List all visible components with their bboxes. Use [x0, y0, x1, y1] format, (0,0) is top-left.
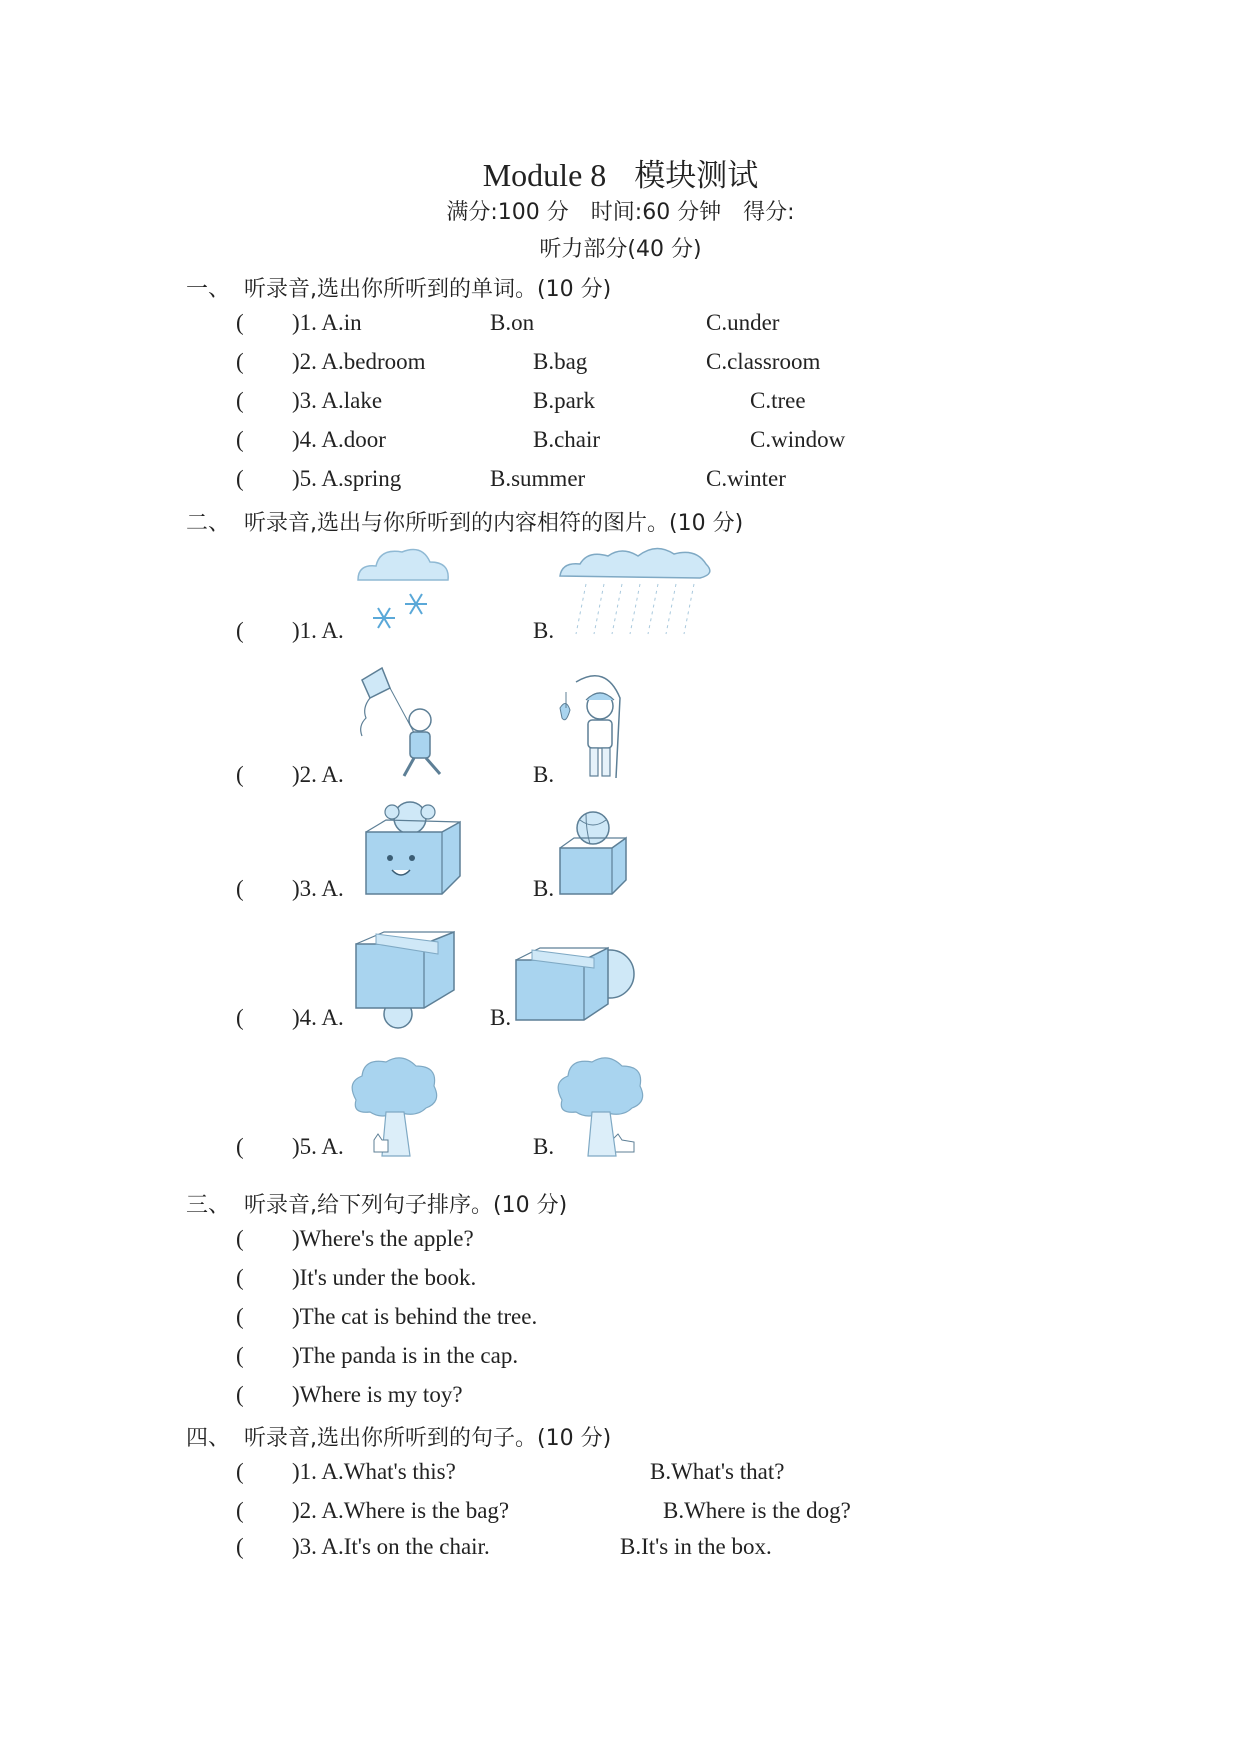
s2-q1-label-a: )1. A. — [292, 618, 344, 643]
s3-item5-paren[interactable]: ( — [236, 1382, 244, 1407]
s2-q2-label-b: B. — [533, 762, 555, 787]
section3-title: 听录音,给下列句子排序。(10 分) — [244, 1193, 568, 1218]
rainy-cloud-icon[interactable] — [556, 538, 716, 638]
s1-q1-option-c: C.under — [706, 310, 780, 335]
s4-q2-option-a: )2. A.Where is the bag? — [292, 1498, 510, 1523]
title-en: Module 8 — [482, 157, 607, 193]
s1-q3-option-a: )3. A.lake — [292, 388, 383, 413]
boy-flying-kite-icon[interactable] — [348, 668, 458, 788]
s1-q1-paren[interactable]: ( — [236, 310, 244, 335]
s3-item5-text: )Where is my toy? — [292, 1382, 463, 1407]
s4-q3-option-b: B.It's in the box. — [620, 1534, 772, 1559]
cat-behind-tree-icon[interactable] — [552, 1056, 652, 1161]
s4-q1-option-b: B.What's that? — [650, 1459, 785, 1484]
cat-in-front-of-tree-icon[interactable] — [346, 1056, 442, 1161]
section3-number: 三、 — [186, 1193, 231, 1218]
s2-q5-label-a: )5. A. — [292, 1134, 344, 1159]
s1-q5-option-a: )5. A.spring — [292, 466, 402, 491]
s1-q2-option-b: B.bag — [533, 349, 588, 374]
score-time-line: 满分:100 分 时间:60 分钟 得分: — [446, 200, 795, 225]
s3-item1-paren[interactable]: ( — [236, 1226, 244, 1251]
s1-q2-paren[interactable]: ( — [236, 349, 244, 374]
section1-heading — [186, 272, 611, 303]
section1-title: 听录音,选出你所听到的单词。(10 分) — [244, 277, 612, 302]
page-title — [0, 150, 1241, 195]
s1-q4-paren[interactable]: ( — [236, 427, 244, 452]
s3-item3-text: )The cat is behind the tree. — [292, 1304, 538, 1329]
s2-q3-label-b: B. — [533, 876, 555, 901]
s1-q4-option-a: )4. A.door — [292, 427, 386, 452]
ball-on-box-icon[interactable] — [556, 808, 631, 898]
section4-number: 四、 — [186, 1426, 231, 1451]
s2-q4-paren[interactable]: ( — [236, 1005, 244, 1030]
s4-q3-paren[interactable]: ( — [236, 1534, 244, 1559]
s1-q3-option-c: C.tree — [750, 388, 806, 413]
part-heading: 听力部分(40 分) — [539, 237, 702, 262]
s1-q1-option-a: )1. A.in — [292, 310, 362, 335]
s1-q5-option-c: C.winter — [706, 466, 786, 491]
s4-q3-option-a: )3. A.It's on the chair. — [292, 1534, 490, 1559]
s3-item2-text: )It's under the book. — [292, 1265, 477, 1290]
section2-heading — [186, 506, 743, 537]
s1-q2-option-a: )2. A.bedroom — [292, 349, 426, 374]
section2-title: 听录音,选出与你所听到的内容相符的图片。(10 分) — [244, 511, 744, 536]
s2-q4-label-b: B. — [490, 1005, 512, 1030]
s4-q1-option-a: )1. A.What's this? — [292, 1459, 456, 1484]
s2-q4-label-a: )4. A. — [292, 1005, 344, 1030]
section4-heading — [186, 1421, 611, 1452]
section3-heading — [186, 1188, 567, 1219]
s1-q2-option-c: C.classroom — [706, 349, 821, 374]
s1-q5-option-b: B.summer — [490, 466, 586, 491]
ball-under-box-icon[interactable] — [354, 928, 459, 1028]
section2-number: 二、 — [186, 511, 231, 536]
snowy-cloud-icon[interactable] — [348, 538, 453, 643]
s1-q4-option-c: C.window — [750, 427, 846, 452]
title-cn: 模块测试 — [634, 158, 759, 194]
s1-q1-option-b: B.on — [490, 310, 535, 335]
ball-behind-box-icon[interactable] — [514, 940, 639, 1025]
s3-item2-paren[interactable]: ( — [236, 1265, 244, 1290]
s3-item1-text: )Where's the apple? — [292, 1226, 474, 1251]
s2-q3-paren[interactable]: ( — [236, 876, 244, 901]
s2-q5-label-b: B. — [533, 1134, 555, 1159]
s1-q5-paren[interactable]: ( — [236, 466, 244, 491]
s2-q2-paren[interactable]: ( — [236, 762, 244, 787]
boy-fishing-icon[interactable] — [556, 668, 646, 788]
section1-number: 一、 — [186, 277, 231, 302]
s3-item3-paren[interactable]: ( — [236, 1304, 244, 1329]
section4-title: 听录音,选出你所听到的句子。(10 分) — [244, 1426, 612, 1451]
s4-q2-option-b: B.Where is the dog? — [663, 1498, 851, 1523]
s2-q1-paren[interactable]: ( — [236, 618, 244, 643]
s3-item4-paren[interactable]: ( — [236, 1343, 244, 1368]
monkey-in-box-icon[interactable] — [350, 796, 465, 898]
s4-q2-paren[interactable]: ( — [236, 1498, 244, 1523]
s2-q3-label-a: )3. A. — [292, 876, 344, 901]
s4-q1-paren[interactable]: ( — [236, 1459, 244, 1484]
s2-q1-label-b: B. — [533, 618, 555, 643]
s1-q4-option-b: B.chair — [533, 427, 601, 452]
s2-q2-label-a: )2. A. — [292, 762, 344, 787]
s1-q3-option-b: B.park — [533, 388, 595, 413]
s3-item4-text: )The panda is in the cap. — [292, 1343, 519, 1368]
s1-q3-paren[interactable]: ( — [236, 388, 244, 413]
s2-q5-paren[interactable]: ( — [236, 1134, 244, 1159]
